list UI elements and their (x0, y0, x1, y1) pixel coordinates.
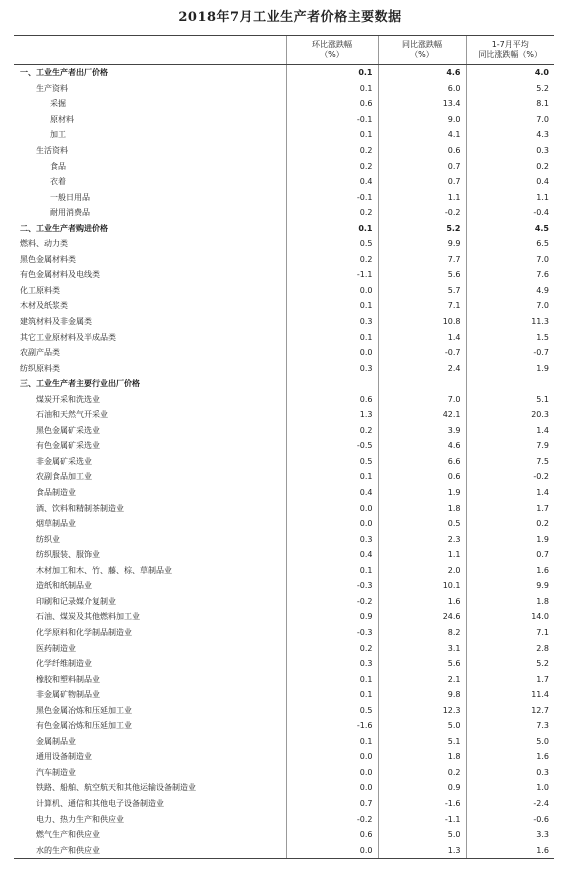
header-mom: 环比涨跌幅 （%） (286, 36, 378, 65)
table-row (14, 609, 554, 625)
table-row (14, 454, 554, 470)
table-row (14, 267, 554, 283)
cell-ytd-avg: 9.9 (466, 578, 554, 594)
table-row (14, 563, 554, 579)
row-label: 化工原料类 (20, 285, 60, 295)
row-label: 纺织服装、服饰业 (36, 550, 100, 560)
cell-ytd-avg: 4.0 (466, 65, 554, 81)
cell-ytd-avg: 7.0 (466, 298, 554, 314)
cell-yoy: 0.6 (378, 143, 466, 159)
cell-mom: 0.1 (286, 671, 378, 687)
table-row (14, 718, 554, 734)
cell-yoy: 24.6 (378, 609, 466, 625)
cell-yoy: 0.2 (378, 765, 466, 781)
table-body (14, 65, 554, 859)
cell-yoy: 5.2 (378, 220, 466, 236)
table-header-row (14, 36, 554, 65)
table-row (14, 640, 554, 656)
cell-ytd-avg: 7.0 (466, 252, 554, 268)
cell-mom: 0.2 (286, 423, 378, 439)
table-row (14, 656, 554, 672)
table-row (14, 702, 554, 718)
cell-ytd-avg: 8.1 (466, 96, 554, 112)
cell-ytd-avg: 0.2 (466, 516, 554, 532)
cell-mom: 0.4 (286, 547, 378, 563)
table-row (14, 143, 554, 159)
cell-mom: 0.4 (286, 174, 378, 190)
cell-mom: 0.1 (286, 687, 378, 703)
cell-mom: 0.2 (286, 158, 378, 174)
row-label: 一、工业生产者出厂价格 (20, 68, 108, 78)
table-row (14, 827, 554, 843)
cell-ytd-avg: 4.5 (466, 220, 554, 236)
cell-mom: -0.1 (286, 189, 378, 205)
cell-mom: 0.1 (286, 81, 378, 97)
cell-yoy: 1.1 (378, 189, 466, 205)
cell-ytd-avg: -0.2 (466, 469, 554, 485)
table-row (14, 485, 554, 501)
cell-mom: 0.3 (286, 360, 378, 376)
cell-yoy: 2.4 (378, 360, 466, 376)
table-row (14, 314, 554, 330)
cell-ytd-avg: 7.0 (466, 112, 554, 128)
cell-mom: -0.3 (286, 578, 378, 594)
cell-mom: 0.1 (286, 298, 378, 314)
row-label: 汽车制造业 (36, 767, 76, 777)
cell-mom (286, 376, 378, 392)
row-label: 有色金属材料及电线类 (20, 270, 100, 280)
table-row (14, 220, 554, 236)
cell-yoy: 0.7 (378, 158, 466, 174)
cell-mom: 0.2 (286, 205, 378, 221)
table-row (14, 594, 554, 610)
cell-yoy: 1.8 (378, 500, 466, 516)
cell-yoy: 8.2 (378, 625, 466, 641)
row-label: 其它工业原材料及半成品类 (20, 332, 116, 342)
row-label: 有色金属矿采选业 (36, 441, 100, 451)
row-label: 农副食品加工业 (36, 472, 92, 482)
cell-yoy: 10.8 (378, 314, 466, 330)
cell-ytd-avg: -0.7 (466, 345, 554, 361)
row-label: 生活资料 (36, 146, 68, 155)
row-label: 纺织原料类 (20, 363, 60, 373)
cell-mom: 0.6 (286, 827, 378, 843)
table-row (14, 469, 554, 485)
cell-mom: 0.1 (286, 65, 378, 81)
cell-yoy: -1.6 (378, 796, 466, 812)
header-ytd-avg: 1-7月平均 同比涨跌幅（%） (466, 36, 554, 65)
row-label: 酒、饮料和精制茶制造业 (36, 503, 124, 513)
cell-ytd-avg: 1.6 (466, 749, 554, 765)
cell-yoy: 1.1 (378, 547, 466, 563)
table-row (14, 423, 554, 439)
cell-ytd-avg: 7.1 (466, 625, 554, 641)
table-row (14, 734, 554, 750)
row-label: 电力、热力生产和供应业 (36, 814, 124, 824)
table-row (14, 283, 554, 299)
table-row (14, 796, 554, 812)
cell-mom: 0.7 (286, 796, 378, 812)
cell-yoy: 3.1 (378, 640, 466, 656)
cell-yoy: 10.1 (378, 578, 466, 594)
price-data-table (14, 35, 554, 859)
row-label: 石油、煤炭及其他燃料加工业 (36, 612, 140, 622)
row-label: 黑色金属矿采选业 (36, 425, 100, 435)
table-row (14, 407, 554, 423)
table-row (14, 298, 554, 314)
cell-yoy: 7.1 (378, 298, 466, 314)
cell-yoy: 5.7 (378, 283, 466, 299)
cell-mom: 0.0 (286, 842, 378, 858)
row-label: 黑色金属材料类 (20, 254, 76, 264)
row-label: 煤炭开采和洗选业 (36, 394, 100, 404)
table-row (14, 547, 554, 563)
table-row (14, 811, 554, 827)
row-label: 食品 (50, 161, 66, 171)
cell-ytd-avg: 1.4 (466, 423, 554, 439)
row-label: 燃料、动力类 (20, 239, 68, 249)
cell-yoy: 2.0 (378, 563, 466, 579)
cell-ytd-avg: 1.6 (466, 563, 554, 579)
cell-yoy: 9.8 (378, 687, 466, 703)
cell-mom: -1.6 (286, 718, 378, 734)
row-label: 原材料 (50, 114, 74, 124)
table-row (14, 236, 554, 252)
cell-yoy: 5.6 (378, 656, 466, 672)
row-label: 非金属矿物制品业 (36, 690, 100, 700)
cell-ytd-avg: 1.0 (466, 780, 554, 796)
cell-ytd-avg: 20.3 (466, 407, 554, 423)
cell-mom: 0.0 (286, 345, 378, 361)
cell-yoy: 5.1 (378, 734, 466, 750)
row-label: 三、工业生产者主要行业出厂价格 (20, 379, 140, 389)
row-label: 黑色金属冶炼和压延加工业 (36, 705, 132, 715)
cell-mom: -0.2 (286, 594, 378, 610)
table-row (14, 189, 554, 205)
table-row (14, 158, 554, 174)
row-label: 造纸和纸制品业 (36, 581, 92, 591)
cell-ytd-avg: 5.2 (466, 656, 554, 672)
page-title: 2018年7月工业生产者价格主要数据 (178, 10, 402, 25)
cell-yoy: 1.8 (378, 749, 466, 765)
cell-yoy: 13.4 (378, 96, 466, 112)
row-label: 医药制造业 (36, 643, 76, 653)
cell-yoy: 5.0 (378, 718, 466, 734)
row-label: 化学原料和化学制品制造业 (36, 627, 132, 637)
cell-yoy: 0.5 (378, 516, 466, 532)
cell-ytd-avg: 5.0 (466, 734, 554, 750)
table-row (14, 376, 554, 392)
cell-mom: 0.1 (286, 563, 378, 579)
cell-ytd-avg: -2.4 (466, 796, 554, 812)
row-label: 木材加工和木、竹、藤、棕、草制品业 (36, 565, 172, 575)
cell-ytd-avg: 5.1 (466, 391, 554, 407)
cell-ytd-avg: 3.3 (466, 827, 554, 843)
table-row (14, 842, 554, 858)
cell-mom: 0.0 (286, 780, 378, 796)
table-row (14, 96, 554, 112)
table-row (14, 205, 554, 221)
cell-ytd-avg: 7.9 (466, 438, 554, 454)
row-label: 石油和天然气开采业 (36, 410, 108, 420)
cell-mom: 0.0 (286, 283, 378, 299)
cell-yoy: 1.4 (378, 329, 466, 345)
cell-ytd-avg: -0.4 (466, 205, 554, 221)
cell-ytd-avg: -0.6 (466, 811, 554, 827)
cell-mom: 0.6 (286, 391, 378, 407)
row-label: 采掘 (50, 99, 66, 109)
table-row (14, 174, 554, 190)
cell-mom: 0.1 (286, 127, 378, 143)
cell-ytd-avg: 1.9 (466, 360, 554, 376)
row-label: 计算机、通信和其他电子设备制造业 (36, 798, 164, 808)
cell-mom: -0.3 (286, 625, 378, 641)
cell-mom: -1.1 (286, 267, 378, 283)
row-label: 铁路、船舶、航空航天和其他运输设备制造业 (36, 783, 196, 793)
cell-yoy: 9.9 (378, 236, 466, 252)
table-row (14, 360, 554, 376)
table-row (14, 765, 554, 781)
cell-mom: 0.1 (286, 329, 378, 345)
cell-ytd-avg: 1.7 (466, 671, 554, 687)
cell-ytd-avg: 2.8 (466, 640, 554, 656)
cell-ytd-avg: 12.7 (466, 702, 554, 718)
cell-mom: 0.6 (286, 96, 378, 112)
header-item (14, 36, 286, 65)
row-label: 纺织业 (36, 534, 60, 544)
table-row (14, 391, 554, 407)
cell-yoy: -0.2 (378, 205, 466, 221)
cell-yoy: -0.7 (378, 345, 466, 361)
cell-yoy: 7.0 (378, 391, 466, 407)
table-row (14, 127, 554, 143)
cell-yoy: 0.7 (378, 174, 466, 190)
row-label: 金属制品业 (36, 736, 76, 746)
cell-mom: 0.0 (286, 516, 378, 532)
table-row (14, 578, 554, 594)
table-row (14, 516, 554, 532)
row-label: 耐用消费品 (50, 208, 90, 218)
cell-mom: 0.5 (286, 702, 378, 718)
cell-yoy: 5.0 (378, 827, 466, 843)
cell-ytd-avg: 7.5 (466, 454, 554, 470)
cell-yoy: 1.6 (378, 594, 466, 610)
cell-ytd-avg: 6.5 (466, 236, 554, 252)
row-label: 水的生产和供应业 (14, 842, 286, 858)
cell-ytd-avg: 1.5 (466, 329, 554, 345)
row-label: 烟草制品业 (36, 519, 76, 529)
cell-mom: 0.5 (286, 236, 378, 252)
cell-mom: 0.2 (286, 640, 378, 656)
cell-yoy: 5.6 (378, 267, 466, 283)
table-row (14, 81, 554, 97)
cell-yoy: 7.7 (378, 252, 466, 268)
row-label: 有色金属冶炼和压延加工业 (36, 721, 132, 731)
cell-ytd-avg: 4.9 (466, 283, 554, 299)
cell-ytd-avg: 0.3 (466, 143, 554, 159)
cell-mom: 0.1 (286, 220, 378, 236)
cell-mom: -0.5 (286, 438, 378, 454)
cell-yoy: 2.3 (378, 531, 466, 547)
cell-yoy: 6.0 (378, 81, 466, 97)
row-label: 非金属矿采选业 (36, 456, 92, 466)
cell-ytd-avg: 1.4 (466, 485, 554, 501)
cell-mom: 0.1 (286, 469, 378, 485)
row-label: 通用设备制造业 (36, 752, 92, 762)
table-row (14, 500, 554, 516)
table-row (14, 625, 554, 641)
cell-mom: 1.3 (286, 407, 378, 423)
cell-yoy: 42.1 (378, 407, 466, 423)
cell-ytd-avg: 7.3 (466, 718, 554, 734)
cell-yoy: 4.1 (378, 127, 466, 143)
cell-mom: 0.0 (286, 749, 378, 765)
table-row (14, 329, 554, 345)
cell-ytd-avg: 11.4 (466, 687, 554, 703)
cell-ytd-avg: 0.7 (466, 547, 554, 563)
row-label: 燃气生产和供应业 (36, 830, 100, 840)
table-row (14, 65, 554, 81)
cell-ytd-avg: 1.7 (466, 500, 554, 516)
cell-ytd-avg: 0.4 (466, 174, 554, 190)
row-label: 一般日用品 (50, 192, 90, 202)
cell-yoy: 1.9 (378, 485, 466, 501)
row-label: 生产资料 (36, 83, 68, 93)
cell-yoy: 9.0 (378, 112, 466, 128)
cell-yoy: 0.6 (378, 469, 466, 485)
cell-ytd-avg: 14.0 (466, 609, 554, 625)
table-row (14, 112, 554, 128)
cell-ytd-avg: 7.6 (466, 267, 554, 283)
row-label: 二、工业生产者购进价格 (20, 223, 108, 233)
cell-yoy: -1.1 (378, 811, 466, 827)
cell-ytd-avg: 1.9 (466, 531, 554, 547)
cell-yoy: 3.9 (378, 423, 466, 439)
table-row (14, 749, 554, 765)
row-label: 加工 (50, 130, 66, 140)
cell-ytd-avg: 0.2 (466, 158, 554, 174)
cell-mom: 0.0 (286, 765, 378, 781)
table-row (14, 780, 554, 796)
header-yoy: 同比涨跌幅 （%） (378, 36, 466, 65)
cell-mom: 0.2 (286, 252, 378, 268)
row-label: 印刷和记录媒介复制业 (36, 596, 116, 606)
cell-ytd-avg: 11.3 (466, 314, 554, 330)
cell-yoy: 4.6 (378, 65, 466, 81)
cell-mom: 0.1 (286, 734, 378, 750)
cell-mom: 0.9 (286, 609, 378, 625)
row-label: 衣着 (50, 177, 66, 187)
cell-yoy: 4.6 (378, 438, 466, 454)
cell-mom: 0.3 (286, 314, 378, 330)
cell-ytd-avg: 1.8 (466, 594, 554, 610)
row-label: 木材及纸浆类 (20, 301, 68, 311)
cell-mom: 0.0 (286, 500, 378, 516)
cell-yoy: 0.9 (378, 780, 466, 796)
cell-ytd-avg: 1.1 (466, 189, 554, 205)
cell-mom: 0.5 (286, 454, 378, 470)
table-row (14, 531, 554, 547)
cell-mom: -0.2 (286, 811, 378, 827)
table-row (14, 345, 554, 361)
cell-mom: 0.3 (286, 656, 378, 672)
cell-yoy: 1.3 (378, 842, 466, 858)
cell-ytd-avg: 0.3 (466, 765, 554, 781)
row-label: 化学纤维制造业 (36, 659, 92, 669)
table-row (14, 438, 554, 454)
table-row (14, 252, 554, 268)
cell-mom: 0.4 (286, 485, 378, 501)
cell-ytd-avg: 4.3 (466, 127, 554, 143)
cell-mom: -0.1 (286, 112, 378, 128)
row-label: 农副产品类 (20, 348, 60, 358)
cell-mom: 0.2 (286, 143, 378, 159)
cell-ytd-avg (466, 376, 554, 392)
row-label: 食品制造业 (36, 488, 76, 498)
table-row (14, 687, 554, 703)
cell-yoy: 6.6 (378, 454, 466, 470)
row-label: 橡胶和塑料制品业 (36, 674, 100, 684)
cell-ytd-avg: 5.2 (466, 81, 554, 97)
cell-mom: 0.3 (286, 531, 378, 547)
cell-yoy: 12.3 (378, 702, 466, 718)
row-label: 建筑材料及非金属类 (20, 317, 92, 327)
cell-yoy: 2.1 (378, 671, 466, 687)
cell-ytd-avg: 1.6 (466, 842, 554, 858)
cell-yoy (378, 376, 466, 392)
table-row (14, 671, 554, 687)
